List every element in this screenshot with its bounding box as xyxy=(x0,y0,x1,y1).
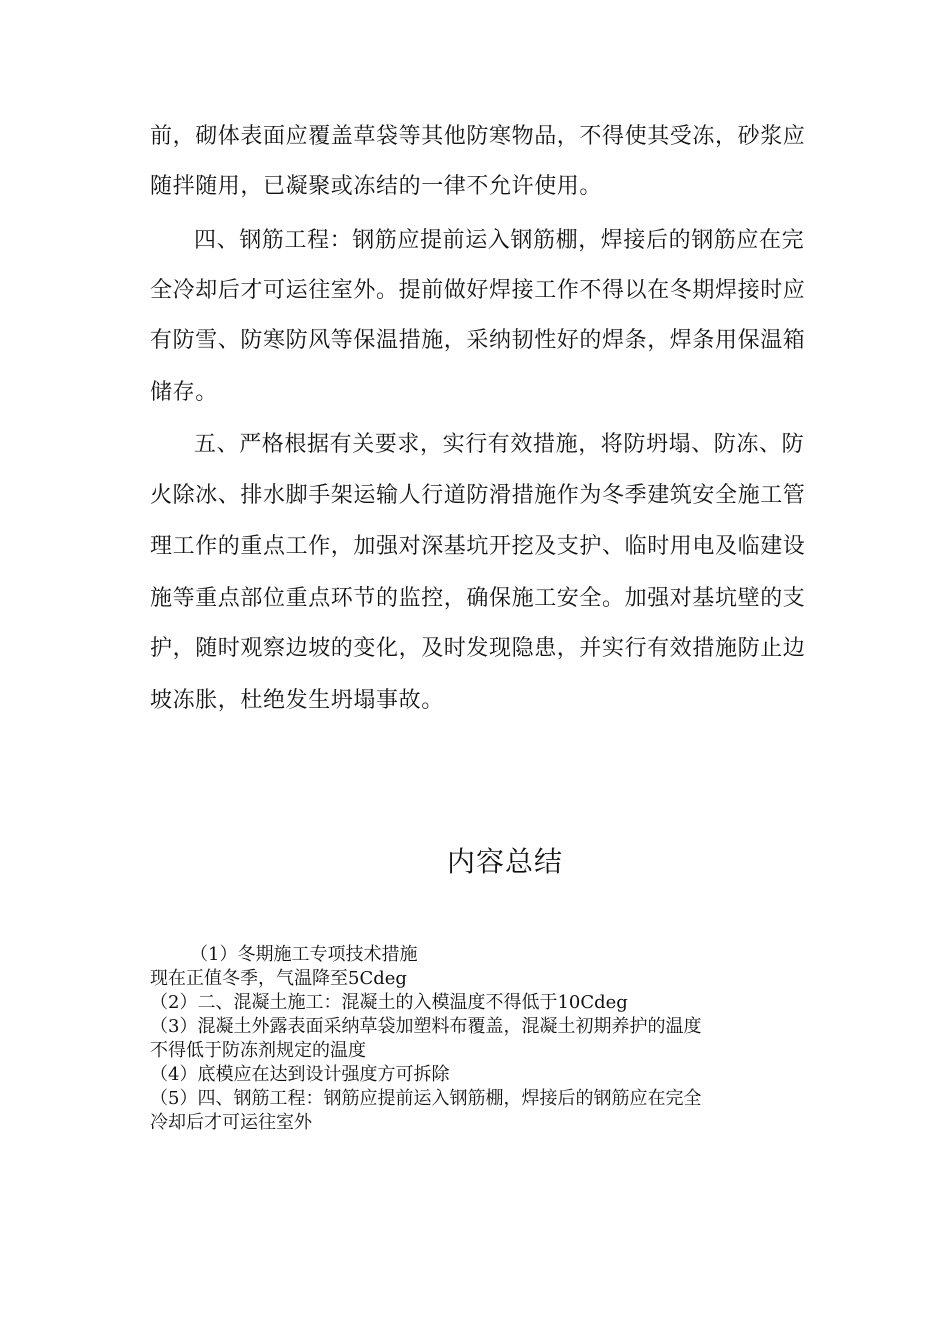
body-line: 坡冻胀，杜绝发生坍塌事故。 xyxy=(150,688,444,713)
summary-line: 冷却后才可运往室外 xyxy=(150,1112,312,1133)
summary-line: （5）四、钢筋工程：钢筋应提前运入钢筋棚，焊接后的钢筋应在完全 xyxy=(150,1088,702,1109)
body-line: 有防雪、防寒防风等保温措施，采纳韧性好的焊条，焊条用保温箱 xyxy=(150,328,806,353)
body-line: 五、严格根据有关要求，实行有效措施，将防坍塌、防冻、防 xyxy=(194,432,805,457)
summary-line: 不得低于防冻剂规定的温度 xyxy=(150,1040,366,1061)
summary-line: 现在正值冬季，气温降至5Cdeg xyxy=(150,968,407,989)
body-line: 火除冰、排水脚手架运输人行道防滑措施作为冬季建筑安全施工管 xyxy=(150,483,806,508)
summary-line: （1）冬期施工专项技术措施 xyxy=(190,944,418,965)
body-line: 护，随时观察边坡的变化，及时发现隐患，并实行有效措施防止边 xyxy=(150,636,806,661)
body-line: 理工作的重点工作，加强对深基坑开挖及支护、临时用电及临建设 xyxy=(150,534,806,559)
summary-line: （4）底模应在达到设计强度方可拆除 xyxy=(150,1064,450,1085)
body-line: 储存。 xyxy=(150,380,218,405)
body-line: 全冷却后才可运往室外。提前做好焊接工作不得以在冬期焊接时应 xyxy=(150,278,806,303)
summary-line: （3）混凝土外露表面采纳草袋加塑料布覆盖，混凝土初期养护的温度 xyxy=(150,1016,702,1037)
body-line: 随拌随用，已凝聚或冻结的一律不允许使用。 xyxy=(150,174,603,199)
body-line: 前，砌体表面应覆盖草袋等其他防寒物品，不得使其受冻，砂浆应 xyxy=(150,124,806,149)
body-line: 施等重点部位重点环节的监控，确保施工安全。加强对基坑壁的支 xyxy=(150,586,806,611)
body-line: 四、钢筋工程：钢筋应提前运入钢筋棚，焊接后的钢筋应在完 xyxy=(194,228,805,253)
summary-line: （2）二、混凝土施工：混凝土的入模温度不得低于10Cdeg xyxy=(150,992,628,1013)
summary-title: 内容总结 xyxy=(446,845,563,878)
